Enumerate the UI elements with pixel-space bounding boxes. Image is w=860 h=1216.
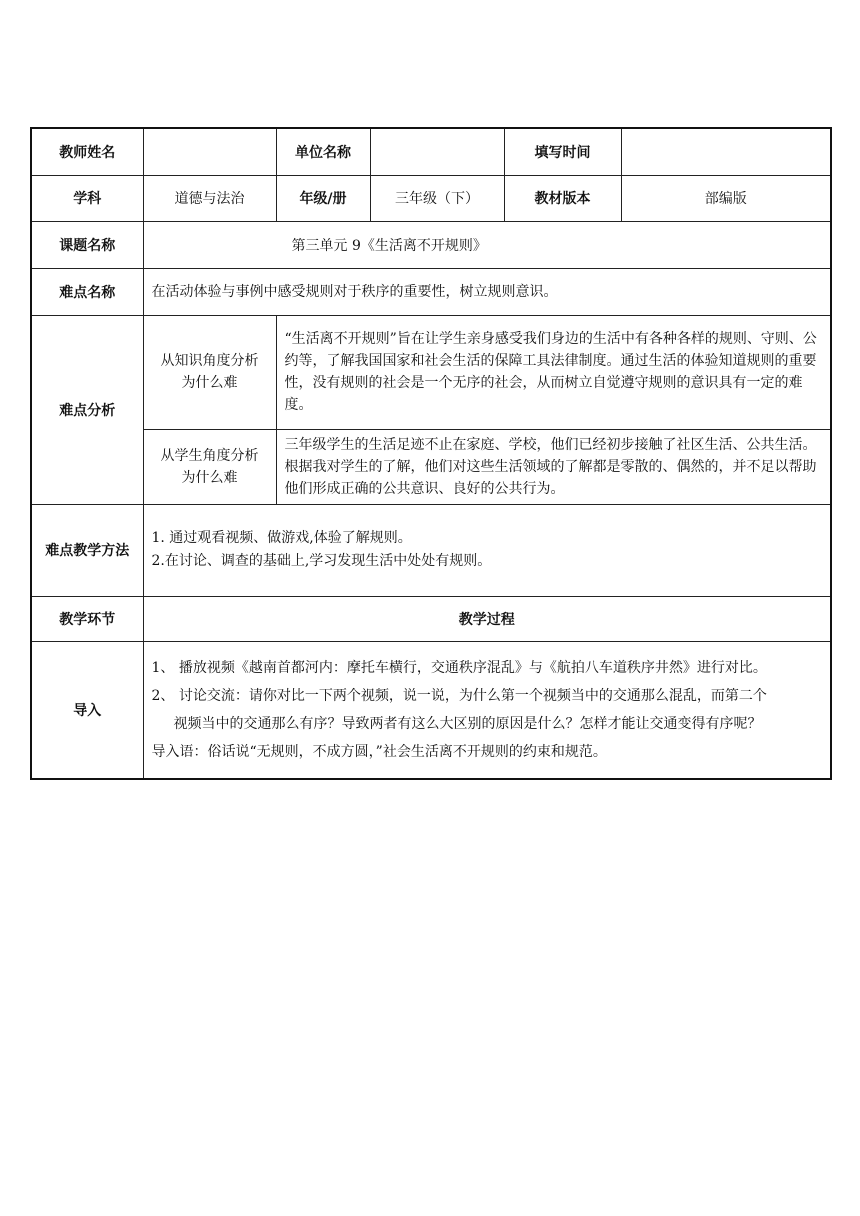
difficulty-analysis-label: 难点分析 <box>31 315 143 504</box>
knowledge-angle-text: “生活离不开规则”旨在让学生亲身感受我们身边的生活中有各种各样的规则、守则、公约等，了解我国国家和社会生活的保障工具法律制度。通过生活的体验知道规则的重要性，没有规则的社会是一个无序的社会，从而树立自觉遵守规则的意识具有一定的难度。 <box>276 315 831 429</box>
fill-time-value <box>621 128 831 175</box>
method-item-2: 2.在讨论、调查的基础上,学习发现生活中处处有规则。 <box>151 553 492 569</box>
subject-label: 学科 <box>31 175 143 221</box>
difficulty-method-content <box>143 504 831 596</box>
grade-volume-label: 年级/册 <box>276 175 370 221</box>
difficulty-method-label: 难点教学方法 <box>31 504 143 596</box>
row-analysis-knowledge <box>31 315 831 429</box>
introduction-content <box>143 641 831 779</box>
row-analysis-student <box>31 429 831 504</box>
lesson-title-label: 课题名称 <box>31 221 143 268</box>
student-angle-label <box>143 429 276 504</box>
row-teacher-info <box>31 128 831 175</box>
grade-volume-value: 三年级（下） <box>370 175 504 221</box>
knowledge-angle-label <box>143 315 276 429</box>
row-process-header <box>31 596 831 641</box>
row-lesson-title <box>31 221 831 268</box>
fill-time-label: 填写时间 <box>504 128 621 175</box>
knowledge-angle-line1: 从知识角度分析 <box>160 353 259 369</box>
difficulty-name-value: 在活动体验与事例中感受规则对于秩序的重要性，树立规则意识。 <box>143 268 831 315</box>
difficulty-name-label: 难点名称 <box>31 268 143 315</box>
lesson-plan-table <box>30 127 832 780</box>
teaching-process-label: 教学过程 <box>143 596 831 641</box>
unit-name-value <box>370 128 504 175</box>
intro-item-1: 1、 播放视频《越南首都河内：摩托车横行，交通秩序混乱》与《航拍八车道秩序井然》进行对比。 <box>151 659 767 676</box>
knowledge-angle-line2: 为什么难 <box>181 375 238 391</box>
row-difficulty-name <box>31 268 831 315</box>
row-introduction <box>31 641 831 779</box>
unit-name-label: 单位名称 <box>276 128 370 175</box>
student-angle-line2: 为什么难 <box>181 469 238 486</box>
intro-lead-in: 导入语：俗话说“无规则，不成方圆，”社会生活离不开规则的约束和规范。 <box>151 743 607 760</box>
textbook-edition-value: 部编版 <box>621 175 831 221</box>
introduction-label: 导入 <box>31 641 143 779</box>
teacher-name-label: 教师姓名 <box>31 128 143 175</box>
intro-item-2: 2、 讨论交流：请你对比一下两个视频，说一说，为什么第一个视频当中的交通那么混乱，而第二个 <box>151 687 767 704</box>
intro-item-2-continued: 视频当中的交通那么有序？导致两者有这么大区别的原因是什么？怎样才能让交通变得有序呢？ <box>173 715 762 732</box>
method-item-1: 1. 通过观看视频、做游戏,体验了解规则。 <box>151 530 412 546</box>
lesson-title-value: 第三单元 9《生活离不开规则》 <box>143 221 831 268</box>
teaching-stage-label: 教学环节 <box>31 596 143 641</box>
textbook-edition-label: 教材版本 <box>504 175 621 221</box>
row-subject-info <box>31 175 831 221</box>
subject-value: 道德与法治 <box>143 175 276 221</box>
teacher-name-value <box>143 128 276 175</box>
student-angle-line1: 从学生角度分析 <box>160 447 259 464</box>
row-difficulty-method <box>31 504 831 596</box>
student-angle-text: 三年级学生的生活足迹不止在家庭、学校，他们已经初步接触了社区生活、公共生活。根据我对学生的了解，他们对这些生活领域的了解都是零散的、偶然的，并不足以帮助他们形成正确的公共意识、良好的公共行为。 <box>276 429 831 504</box>
